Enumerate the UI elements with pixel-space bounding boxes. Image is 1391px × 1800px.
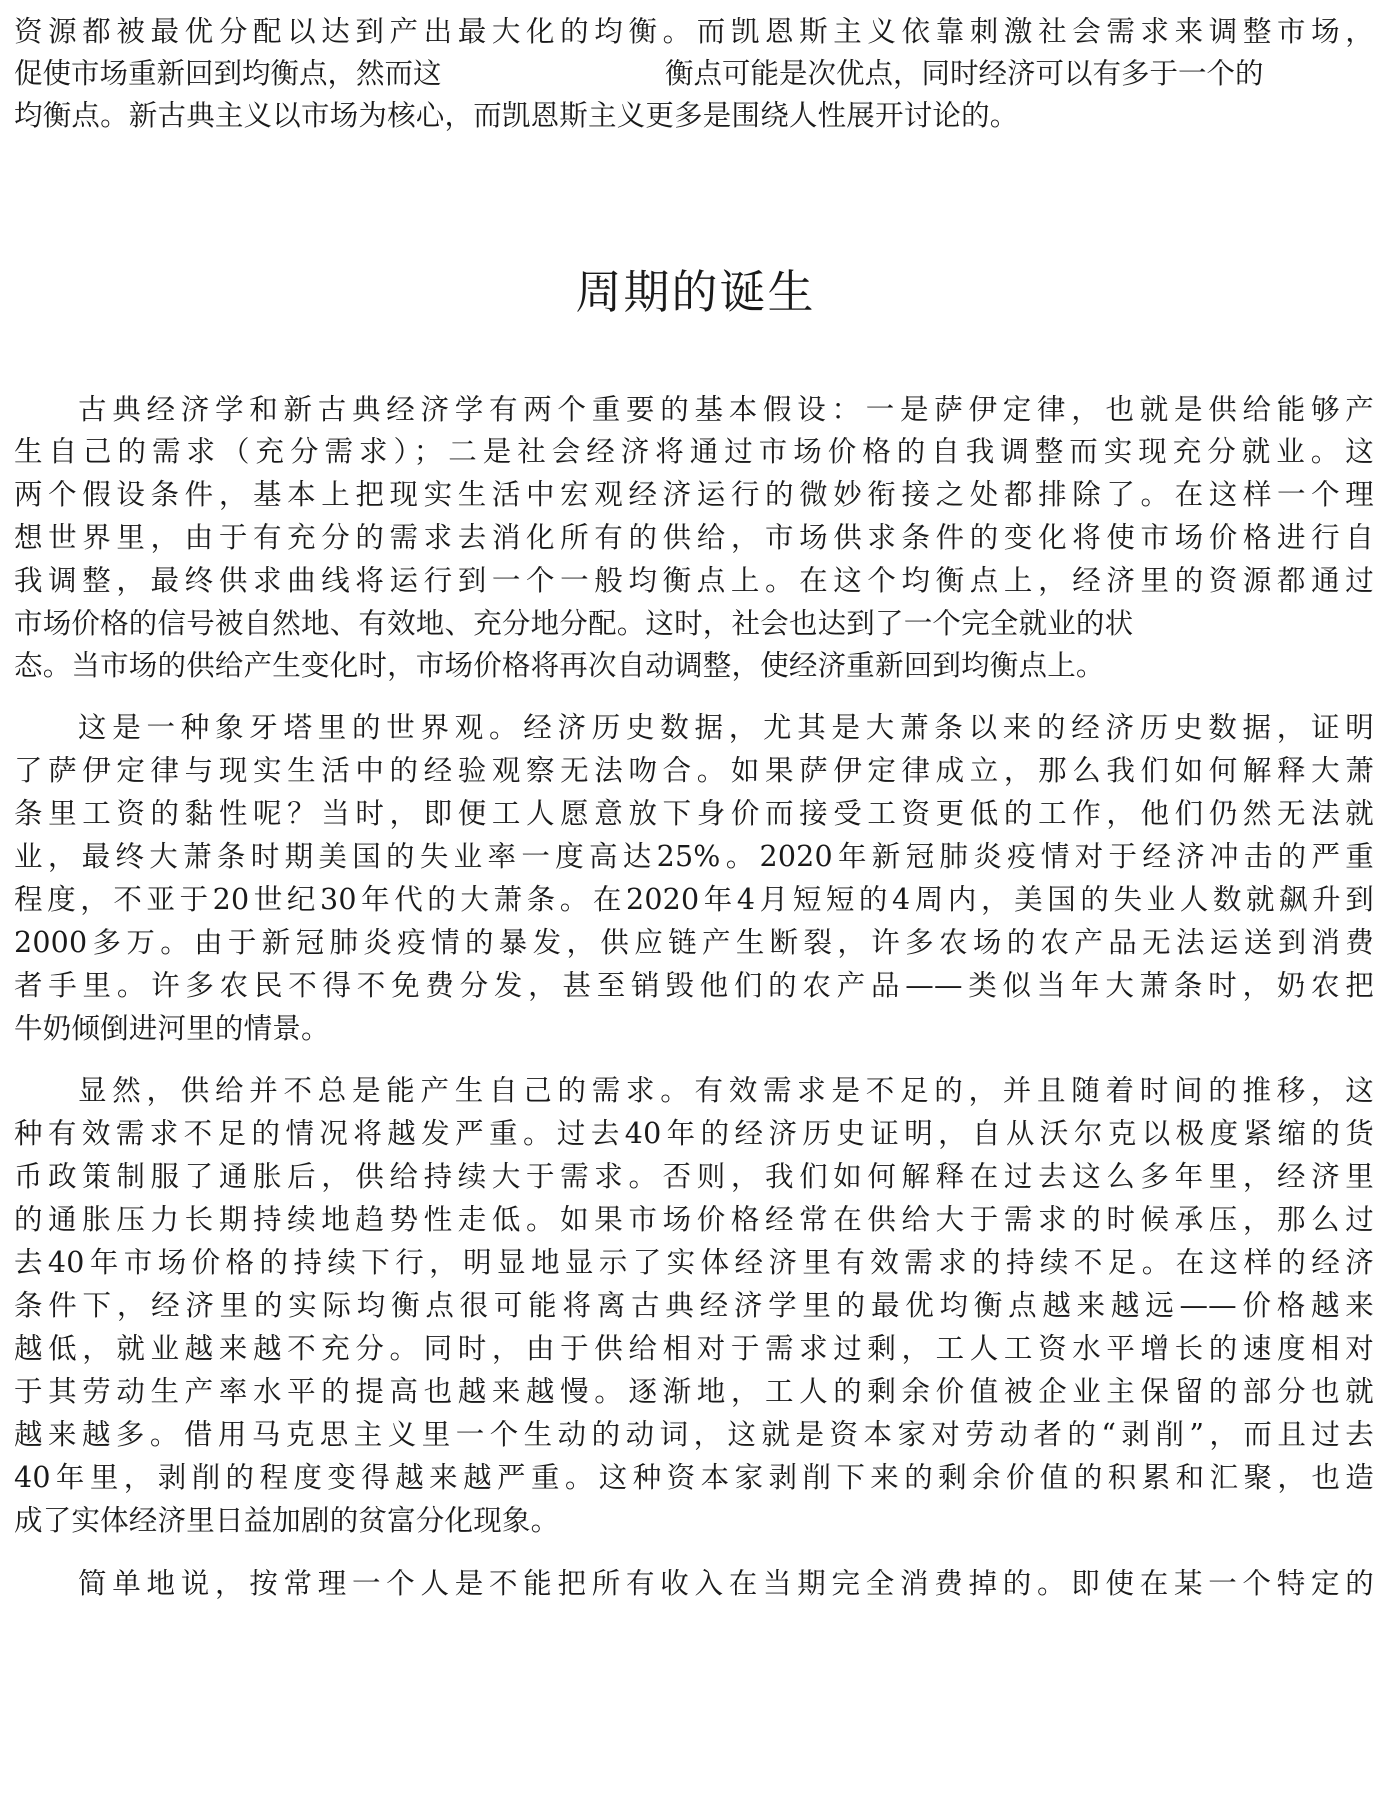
text-line: 者手里。许多农民不得不免费分发，甚至销毁他们的农产品——类似当年大萧条时，奶农把 bbox=[14, 969, 1374, 1002]
text-line: 显然，供给并不总是能产生自己的需求。有效需求是不足的，并且随着时间的推移，这 bbox=[78, 1074, 1374, 1107]
text-line: 业，最终大萧条时期美国的失业率一度高达25%。2020年新冠肺炎疫情对于经济冲击的严重 bbox=[14, 840, 1374, 873]
text-line: 牛奶倾倒进河里的情景。 bbox=[14, 1012, 330, 1045]
text-line: 均衡点。新古典主义以市场为核心，而凯恩斯主义更多是围绕人性展开讨论的。 bbox=[14, 99, 1019, 132]
text-line: 种有效需求不足的情况将越发严重。过去40年的经济历史证明，自从沃尔克以极度紧缩的货 bbox=[14, 1117, 1374, 1150]
text-line: 去40年市场价格的持续下行，明显地显示了实体经济里有效需求的持续不足。在这样的经济 bbox=[14, 1246, 1374, 1279]
text-line-segment: 衡点可能是次优点，同时经济可以有多于一个的 bbox=[665, 57, 1264, 90]
text-line: 市场价格的信号被自然地、有效地、充分地分配。这时，社会也达到了一个完全就业的状 bbox=[14, 607, 1134, 640]
text-line: 条里工资的黏性呢？当时，即便工人愿意放下身价而接受工资更低的工作，他们仍然无法就 bbox=[14, 797, 1374, 830]
text-line: 越低，就业越来越不充分。同时，由于供给相对于需求过剩，工人工资水平增长的速度相对 bbox=[14, 1332, 1374, 1365]
text-line: 想世界里，由于有充分的需求去消化所有的供给，市场供求条件的变化将使市场价格进行自 bbox=[14, 521, 1374, 554]
text-line: 于其劳动生产率水平的提高也越来越慢。逐渐地，工人的剩余价值被企业主保留的部分也就 bbox=[14, 1375, 1374, 1408]
text-line: 两个假设条件，基本上把现实生活中宏观经济运行的微妙衔接之处都排除了。在这样一个理 bbox=[14, 478, 1374, 511]
text-line: 2000多万。由于新冠肺炎疫情的暴发，供应链产生断裂，许多农场的农产品无法运送到消费 bbox=[14, 926, 1374, 959]
text-line: 成了实体经济里日益加剧的贫富分化现象。 bbox=[14, 1504, 560, 1537]
text-line: 的通胀压力长期持续地趋势性走低。如果市场价格经常在供给大于需求的时候承压，那么过 bbox=[14, 1203, 1374, 1236]
text-line: 古典经济学和新古典经济学有两个重要的基本假设：一是萨伊定律，也就是供给能够产 bbox=[78, 393, 1374, 426]
text-line-segment: 促使市场重新回到均衡点，然而这 bbox=[14, 57, 442, 90]
text-line: 条件下，经济里的实际均衡点很可能将离古典经济学里的最优均衡点越来越远——价格越来 bbox=[14, 1289, 1374, 1322]
text-line: 资源都被最优分配以达到产出最大化的均衡。而凯恩斯主义依靠刺激社会需求来调整市场， bbox=[14, 15, 1374, 48]
text-line: 这是一种象牙塔里的世界观。经济历史数据，尤其是大萧条以来的经济历史数据，证明 bbox=[78, 711, 1374, 744]
text-line: 币政策制服了通胀后，供给持续大于需求。否则，我们如何解释在过去这么多年里，经济里 bbox=[14, 1160, 1374, 1193]
text-line: 程度，不亚于20世纪30年代的大萧条。在2020年4月短短的4周内，美国的失业人数就飙升到 bbox=[14, 883, 1374, 916]
text-line: 简单地说，按常理一个人是不能把所有收入在当期完全消费掉的。即使在某一个特定的 bbox=[78, 1567, 1374, 1600]
text-line: 了萨伊定律与现实生活中的经验观察无法吻合。如果萨伊定律成立，那么我们如何解释大萧 bbox=[14, 754, 1374, 787]
text-line: 生自己的需求（充分需求）；二是社会经济将通过市场价格的自我调整而实现充分就业。这 bbox=[14, 435, 1374, 468]
section-title: 周期的诞生 bbox=[575, 265, 816, 319]
text-line: 越来越多。借用马克思主义里一个生动的动词，这就是资本家对劳动者的“剥削”，而且过去 bbox=[14, 1418, 1374, 1451]
text-line: 40年里，剥削的程度变得越来越严重。这种资本家剥削下来的剩余价值的积累和汇聚，也造 bbox=[14, 1461, 1374, 1494]
text-line: 态。当市场的供给产生变化时，市场价格将再次自动调整，使经济重新回到均衡点上。 bbox=[14, 649, 1105, 682]
text-line: 我调整，最终供求曲线将运行到一个一般均衡点上。在这个均衡点上，经济里的资源都通过 bbox=[14, 564, 1374, 597]
